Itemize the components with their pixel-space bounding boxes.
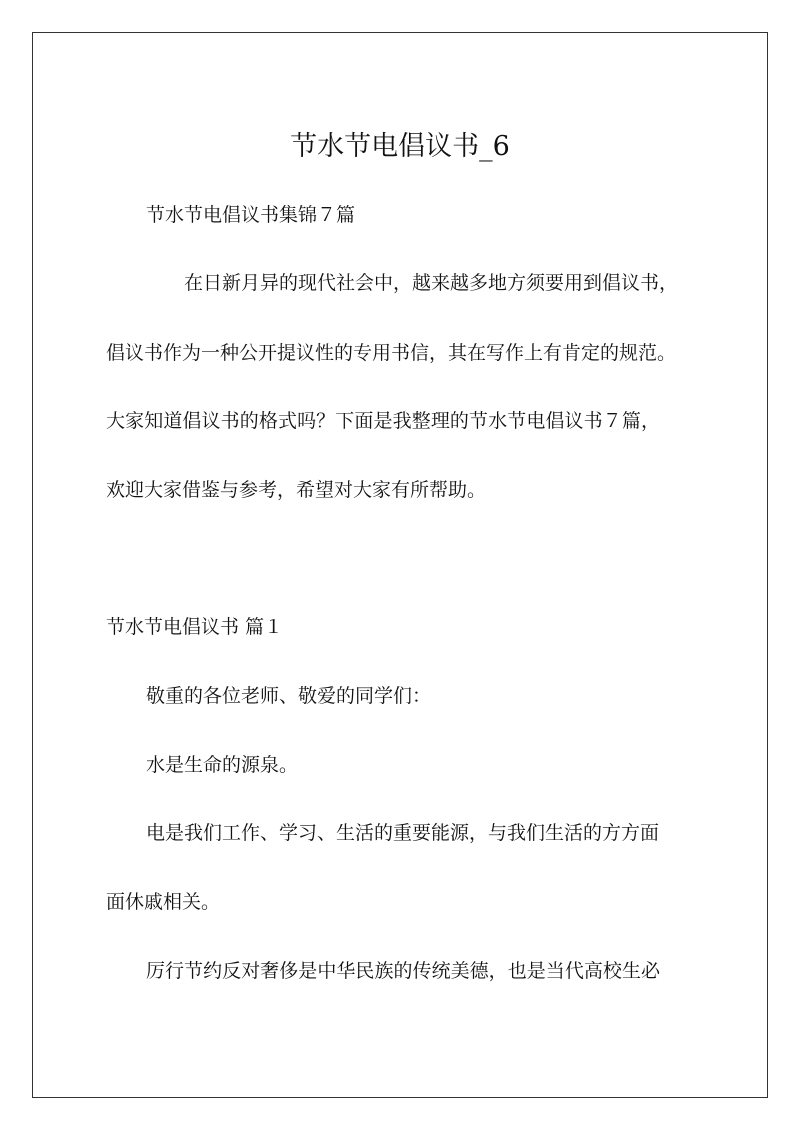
- section-heading: 节水节电倡议书 篇１: [106, 616, 284, 638]
- body-paragraph-1: 水是生命的源泉。: [146, 754, 299, 776]
- body-paragraph-2-line-2: 面休戚相关。: [106, 891, 221, 913]
- page-frame: [32, 32, 768, 1098]
- intro-line-4: 欢迎大家借鉴与参考，希望对大家有所帮助。: [106, 479, 487, 501]
- salutation: 敬重的各位老师、敬爱的同学们：: [146, 685, 432, 707]
- document-subtitle: 节水节电倡议书集锦７篇: [146, 204, 356, 226]
- document-title: 节水节电倡议书_6: [290, 131, 510, 162]
- intro-line-1: 在日新月异的现代社会中，越来越多地方须要用到倡议书，: [184, 272, 679, 294]
- intro-line-2: 倡议书作为一种公开提议性的专用书信，其在写作上有肯定的规范。: [106, 342, 677, 364]
- intro-line-3: 大家知道倡议书的格式吗？下面是我整理的节水节电倡议书７篇，: [106, 410, 660, 432]
- body-paragraph-2-line-1: 电是我们工作、学习、生活的重要能源，与我们生活的方方面: [146, 822, 660, 844]
- body-paragraph-3-line-1: 厉行节约反对奢侈是中华民族的传统美德，也是当代高校生必: [146, 960, 660, 982]
